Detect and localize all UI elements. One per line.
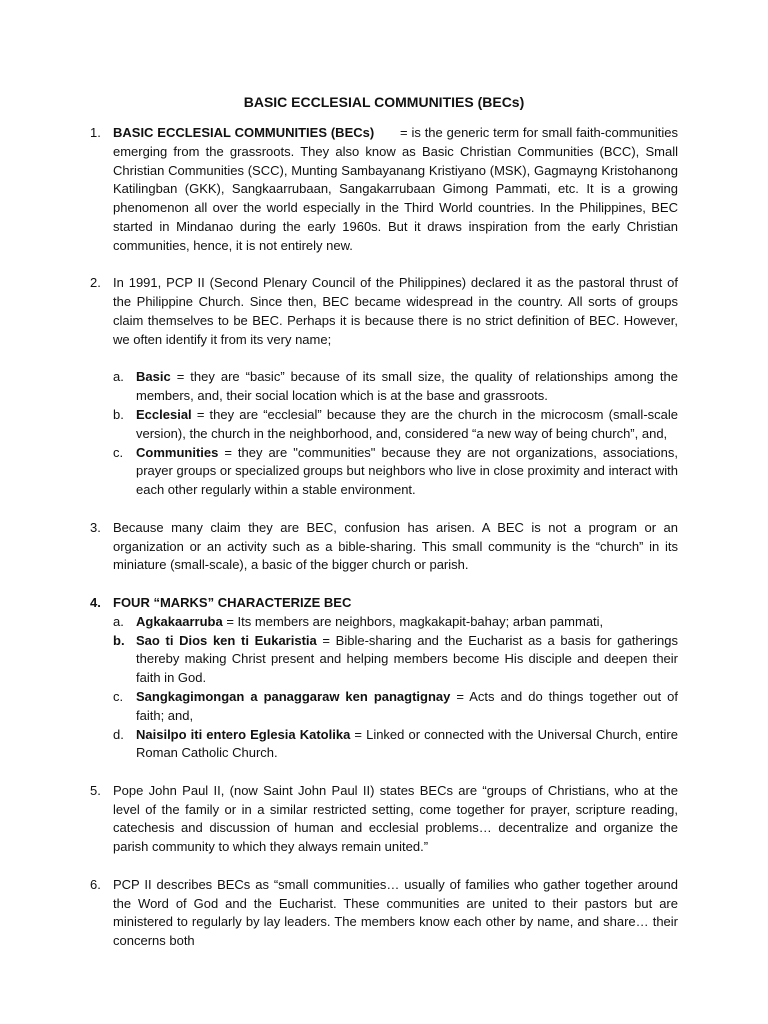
sublist [113,613,678,763]
item-number: 3. [90,519,101,535]
sublist-text: = they are “basic” because of its small size, the quality of relationships among the members, and, their social location which is at the base and grassroots. [136,369,678,404]
sublist-letter: d. [113,726,124,742]
list-item-4 [90,594,678,763]
sublist-term: Agkakaarruba [136,613,223,629]
item-term: BASIC ECCLESIAL COMMUNITIES (BECs) [113,125,375,140]
sublist-item [113,444,678,500]
item-heading [113,594,678,613]
list-item-3 [90,519,678,575]
sublist-term: Sangkagimongan a panaggaraw ken panagtignay [136,688,451,704]
item-text: Pope John Paul II, (now Saint John Paul II) states BECs are “groups of Christians, who at the level of the family or in a similar restricted setting, come together for prayer, scripture reading, catechesis and discussion of human and ecclesial problems… decentralize and organize the parish community to which they always remain united.” [113,782,678,855]
item-number: 4. [90,594,101,610]
sublist-item [113,632,678,688]
list-item-2 [90,274,678,500]
sublist-letter: a. [113,369,124,385]
sublist-text: = Linked or connected with the Universal Church, entire Roman Catholic Church. [136,726,678,761]
sublist-letter: c. [113,444,124,460]
item-text: In 1991, PCP II (Second Plenary Council of the Philippines) declared it as the pastoral thrust of the Philippine Church. Since then, BEC became widespread in the country. All sorts of groups claim themselves to be BEC. Perhaps it is because there is no strict definition of BEC. However, we often identify it from its very name; [113,275,678,347]
sublist-item [113,726,678,764]
item-number: 5. [90,782,101,798]
sublist-letter: b. [113,632,125,648]
sublist-term: Communities [136,444,219,460]
item-number: 1. [90,125,101,140]
item-paragraph [113,124,678,256]
sublist [113,368,678,500]
sublist-item [113,406,678,444]
sublist-text: = they are "communities" because they are not organizations, associations, prayer groups or specialized groups but neighbors who live in close proximity and interact with each other regularly within a stable environment. [136,444,678,498]
item-heading-text: FOUR “MARKS” CHARACTERIZE BEC [113,594,352,610]
sublist-item [113,688,678,726]
item-number: 2. [90,275,101,291]
sublist-term: Ecclesial [136,406,192,422]
item-text: PCP II describes BECs as “small communities… usually of families who gather together around the Word of God and the Eucharist. These communities are united to their pastors but are ministered to regularly by lay leaders. The members know each other by name, and share… their concerns both [113,876,678,949]
sublist-term: Naisilpo iti entero Eglesia Katolika [136,726,351,742]
list-item-6 [90,876,678,951]
list-item-1 [90,124,678,256]
sublist-term: Basic [136,369,171,385]
sublist-letter: c. [113,688,124,704]
sublist-text: = Bible-sharing and the Eucharist as a basis for gatherings thereby making Christ present and helping members become His disciple and deepen their faith in God. [136,632,678,686]
page-title: BASIC ECCLESIAL COMMUNITIES (BECs) [243,94,525,110]
sublist-item [113,613,678,632]
sublist-text: = Its members are neighbors, magkakapit-bahay; arban pammati, [226,613,604,629]
item-text: Because many claim they are BEC, confusion has arisen. A BEC is not a program or an organization or an activity such as a bible-sharing. This small community is the “church” in its miniature (small-scale), a basic of the bigger church or parish. [113,519,678,573]
item-number: 6. [90,876,101,892]
sublist-letter: b. [113,406,124,422]
sublist-term: Sao ti Dios ken ti Eukaristia [136,632,317,648]
sublist-letter: a. [113,613,124,629]
sublist-text: = they are “ecclesial” because they are the church in the microcosm (small-scale version), the church in the neighborhood, and, considered “a new way of being church”, and, [136,406,678,441]
sublist-item [113,368,678,406]
item-text: = is the generic term for small faith-communities emerging from the grassroots. They also know as Basic Christian Communities (BCC), Small Christian Communities (SCC), Munting Sambayanang Kristiyano (MSK), Gagmayng Kristohanong Katilingban (GKK), Sangkaarrubaan, Sangakarrubaan Gimong Pammati, etc. It is a growing phenomenon all over the world especially in the Third World countries. In the Philippines, BEC started in Mindanao during the early 1960s. But it draws inspiration from the early Christian communities, hence, it is not entirely new. [113,125,678,253]
sublist-text: = Acts and do things together out of faith; and, [136,688,678,723]
list-item-5 [90,782,678,857]
